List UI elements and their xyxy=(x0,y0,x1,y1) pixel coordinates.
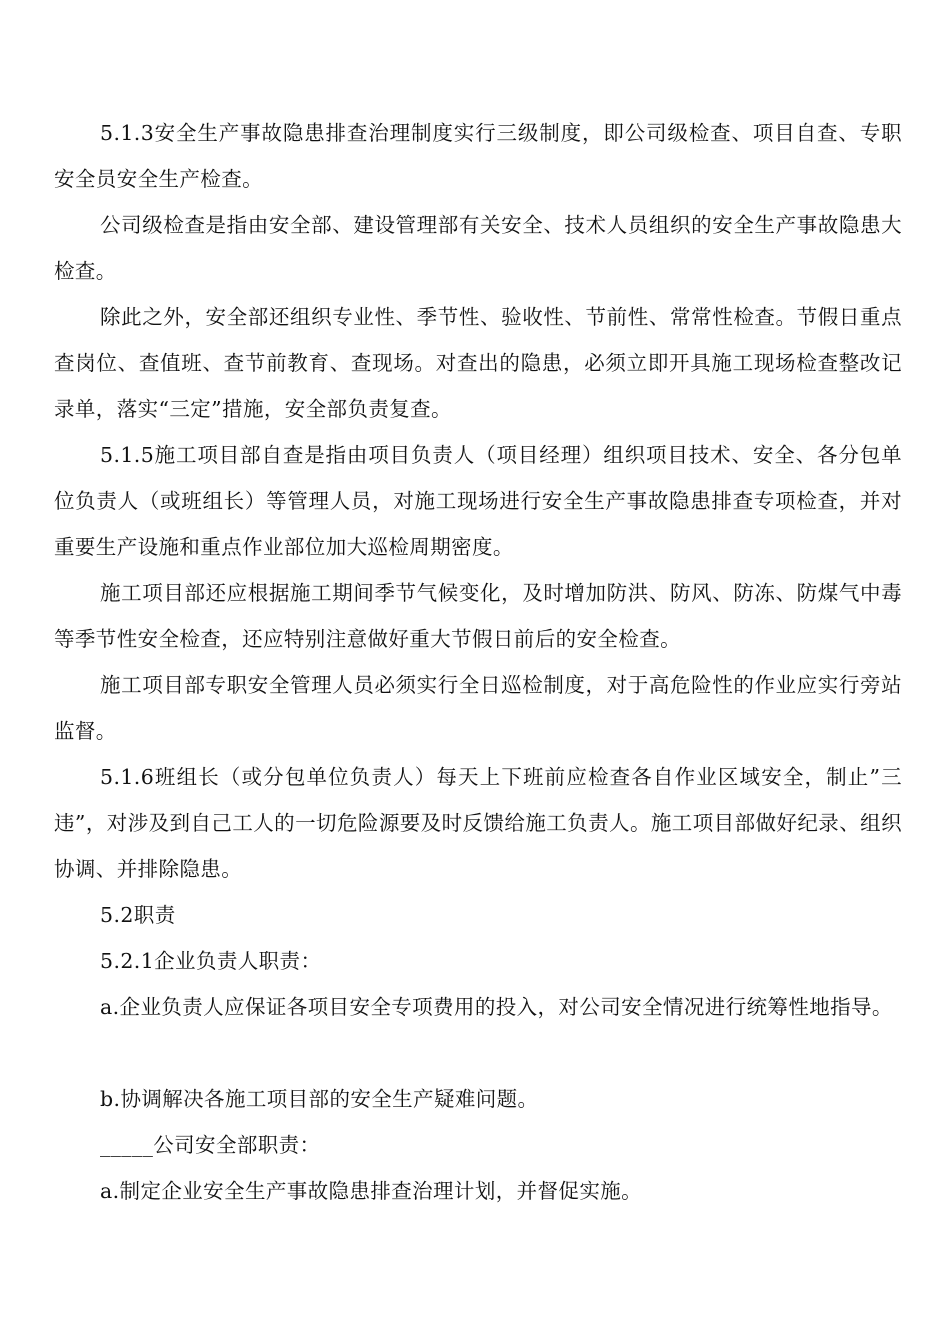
heading-5-2-1: 5.2.1企业负责人职责： xyxy=(100,949,322,973)
heading-5-2: 5.2职责 xyxy=(100,903,176,927)
paragraph-seasonal-check: 施工项目部还应根据施工期间季节气候变化，及时增加防洪、防风、防冻、防煤气中毒等季节性安全检查，还应特别注意做好重大节假日前后的安全检查。 xyxy=(54,581,902,651)
paragraph-item-a-safety: a.制定企业安全生产事故隐患排查治理计划，并督促实施。 xyxy=(100,1179,643,1203)
paragraph-daily-patrol: 施工项目部专职安全管理人员必须实行全日巡检制度，对于高危险性的作业应实行旁站监督。 xyxy=(54,673,902,743)
paragraph-5-1-6: 5.1.6班组长（或分包单位负责人）每天上下班前应检查各自作业区域安全，制止”三违”，对涉及到自己工人的一切危险源要及时反馈给施工负责人。施工项目部做好纪录、组织协调、并排除隐患。 xyxy=(54,765,902,881)
paragraph-item-a-leader: a.企业负责人应保证各项目安全专项费用的投入，对公司安全情况进行统筹性地指导。 xyxy=(100,995,893,1019)
paragraph-other-checks: 除此之外，安全部还组织专业性、季节性、验收性、节前性、常常性检查。节假日重点查岗位、查值班、查节前教育、查现场。对查出的隐患，必须立即开具施工现场检查整改记录单，落实“三定”措施，安全部负责复查。 xyxy=(54,305,902,421)
paragraph-5-1-5: 5.1.5施工项目部自查是指由项目负责人（项目经理）组织项目技术、安全、各分包单位负责人（或班组长）等管理人员，对施工现场进行安全生产事故隐患排查专项检查，并对重要生产设施和重点作业部位加大巡检周期密度。 xyxy=(54,443,902,559)
paragraph-company-check: 公司级检查是指由安全部、建设管理部有关安全、技术人员组织的安全生产事故隐患大检查。 xyxy=(54,213,902,283)
paragraph-item-b-leader: b.协调解决各施工项目部的安全生产疑难问题。 xyxy=(100,1087,539,1111)
paragraph-5-1-3: 5.1.3安全生产事故隐患排查治理制度实行三级制度，即公司级检查、项目自查、专职安全员安全生产检查。 xyxy=(54,121,902,191)
heading-safety-dept: _____公司安全部职责： xyxy=(100,1133,321,1157)
